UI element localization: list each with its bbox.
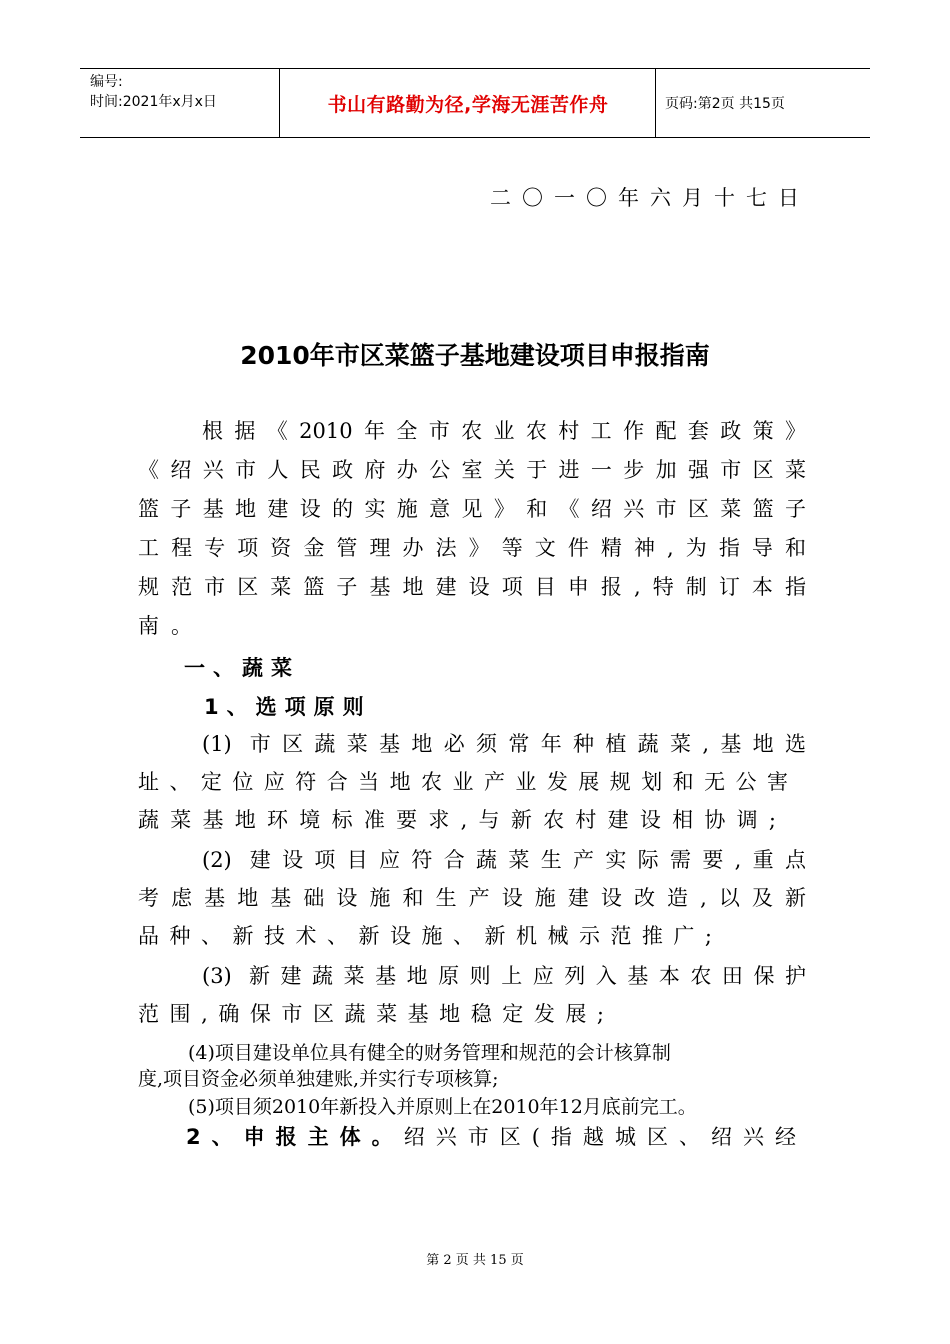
applicant-line [186, 1122, 806, 1152]
subsection-heading-principles: 1、选项原则 [204, 695, 372, 719]
document-title: 2010年市区菜篮子基地建设项目申报指南 [240, 341, 710, 370]
time-label: 时间:2021年x月x日 [90, 94, 217, 110]
item-line: (2) 建设项目应符合蔬菜生产实际需要,重点 [202, 848, 806, 872]
item-5-line: (5)项目须2010年新投入并原则上在2010年12月底前完工。 [188, 1096, 697, 1118]
applicant-text: 绍兴市区(指越城区、绍兴经 [403, 1125, 806, 1149]
intro-line: 根据《2010年全市农业农村工作配套政策》 [202, 419, 806, 443]
item-4-line-2: 度,项目资金必须单独建账,并实行专项核算; [138, 1068, 499, 1090]
item-line: 品种、新技术、新设施、新机械示范推广; [138, 924, 712, 948]
header-meta [80, 69, 280, 137]
item-4-line-1: (4)项目建设单位具有健全的财务管理和规范的会计核算制 [188, 1042, 671, 1064]
page-footer: 第 2 页 共 15 页 [426, 1253, 524, 1268]
intro-line: 南。 [138, 614, 204, 638]
section-heading-vegetables: 一、蔬菜 [184, 656, 300, 680]
document-date: 二〇一〇年六月十七日 [490, 186, 810, 210]
item-line: 范围,确保市区蔬菜基地稳定发展; [138, 1002, 604, 1026]
item-line: 考虑基地基础设施和生产设施建设改造,以及新 [138, 886, 806, 910]
header-page-info [665, 69, 870, 137]
item-line: (1) 市区蔬菜基地必须常年种植蔬菜,基地选 [202, 732, 806, 756]
page-header [80, 68, 870, 138]
intro-line: 《绍兴市人民政府办公室关于进一步加强市区菜 [138, 458, 806, 482]
item-line: 址、定位应符合当地农业产业发展规划和无公害 [138, 770, 788, 794]
intro-line: 规范市区菜篮子基地建设项目申报,特制订本指 [138, 575, 806, 599]
intro-line: 工程专项资金管理办法》等文件精神,为指导和 [138, 536, 806, 560]
page-info-text: 页码:第2页 共15页 [665, 96, 785, 112]
item-line: (3) 新建蔬菜基地原则上应列入基本农田保护 [202, 964, 806, 988]
intro-line: 篮子基地建设的实施意见》和《绍兴市区菜篮子 [138, 497, 806, 521]
applicant-heading: 2、申报主体。 [186, 1125, 404, 1149]
item-line: 蔬菜基地环境标准要求,与新农村建设相协调; [138, 808, 776, 832]
header-motto: 书山有路勤为径,学海无涯苦作舟 [281, 69, 656, 137]
serial-label: 编号: [90, 74, 123, 90]
